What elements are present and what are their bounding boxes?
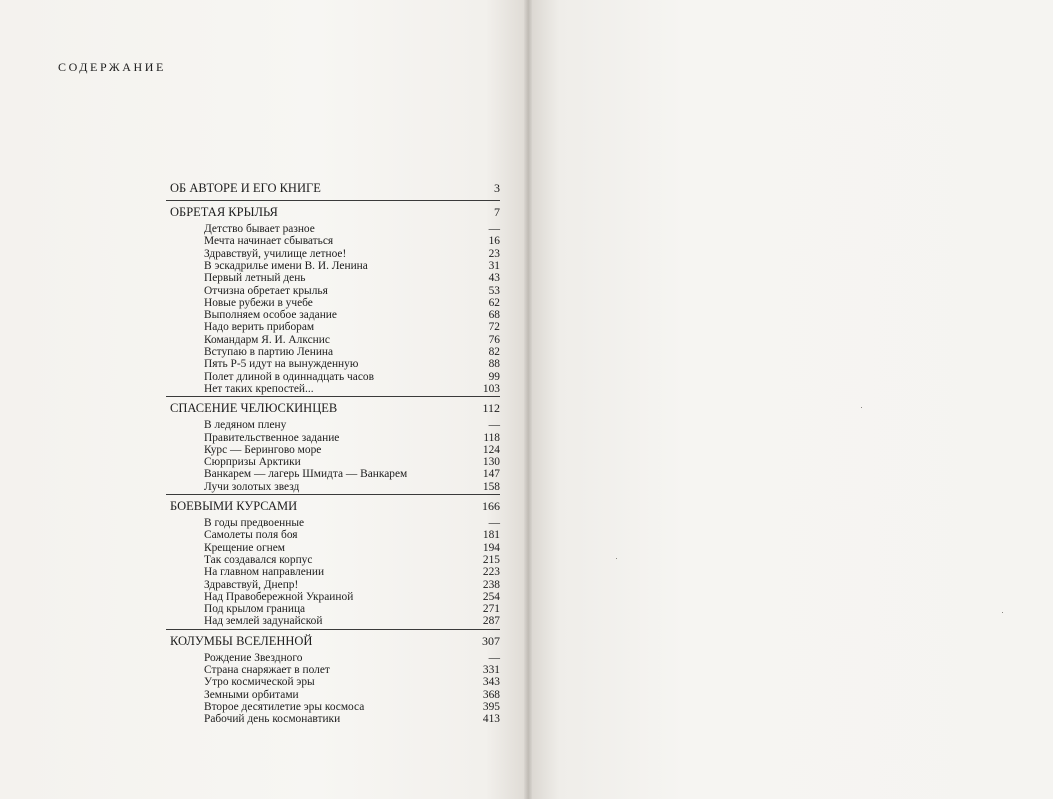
- toc-section-title: ОБ АВТОРЕ И ЕГО КНИГЕ: [170, 181, 321, 195]
- toc-page-number: 395: [482, 700, 500, 713]
- toc-entry-title: Утро космической эры: [204, 676, 315, 689]
- toc-entry-title: Земными орбитами: [204, 688, 299, 701]
- toc-entry-title: Надо верить приборам: [204, 321, 315, 334]
- toc-entry-title: Нет таких крепостей...: [204, 382, 314, 395]
- toc-page-number: —: [488, 419, 500, 432]
- toc-entry-title: Новые рубежи в учебе: [204, 296, 313, 309]
- toc-page-number: —: [488, 223, 500, 235]
- toc-page-number: 223: [482, 566, 500, 579]
- toc-page-number: —: [488, 651, 500, 664]
- toc-entry-title: Крещение огнем: [204, 541, 285, 554]
- toc-entry-title: Под крылом граница: [204, 603, 306, 616]
- toc-entry-title: Второе десятилетие эры космоса: [204, 700, 365, 713]
- toc-entry-title: Правительственное задание: [204, 431, 340, 444]
- right-page: [528, 0, 1053, 799]
- toc-page-number: —: [488, 517, 500, 529]
- toc-page-number: 103: [482, 382, 500, 395]
- toc-page-number: 307: [482, 633, 500, 648]
- book-gutter: [524, 0, 532, 799]
- toc-page-number: 53: [488, 284, 500, 297]
- toc-page-number: 368: [482, 688, 500, 701]
- toc-section-title: ОБРЕТАЯ КРЫЛЬЯ: [170, 205, 278, 219]
- toc-page-number: 271: [482, 603, 500, 616]
- toc-entry-title: В эскадрилье имени В. И. Ленина: [204, 259, 368, 272]
- toc-entry-title: Здравствуй, училище летное!: [204, 247, 347, 260]
- paper-speck: [616, 558, 617, 559]
- section-divider: [166, 629, 500, 630]
- toc-page-number: 130: [482, 456, 500, 469]
- toc-page-number: 124: [482, 443, 500, 456]
- toc-entry-title: В годы предвоенные: [204, 517, 305, 529]
- toc-entry-title: В ледяном плену: [204, 419, 287, 432]
- toc-entry-title: Рабочий день космонавтики: [204, 713, 341, 726]
- toc-entry-title: Полет длиной в одиннадцать часов: [204, 370, 374, 383]
- toc-page-number: 99: [488, 370, 500, 383]
- toc-entry-title: Рождение Звездного: [204, 651, 303, 664]
- toc-page-number: 16: [488, 235, 500, 248]
- toc-page-number: 158: [482, 480, 500, 493]
- toc-section-title: СПАСЕНИЕ ЧЕЛЮСКИНЦЕВ: [170, 401, 338, 416]
- toc-entry-title: На главном направлении: [204, 566, 325, 579]
- toc-entry-title: Детство бывает разное: [204, 223, 315, 235]
- section-divider: [166, 396, 500, 397]
- toc-page-number: 343: [482, 676, 500, 689]
- toc-entry-title: Страна снаряжает в полет: [204, 664, 330, 676]
- toc-entry-title: Мечта начинает сбываться: [204, 235, 334, 248]
- toc-page-number: 118: [483, 431, 500, 444]
- toc-page-number: 181: [482, 529, 500, 542]
- toc-page-number: 194: [482, 541, 500, 554]
- toc-page-number: 147: [482, 468, 500, 481]
- toc-entry-title: Над землей задунайской: [204, 615, 323, 628]
- page-heading: СОДЕРЖАНИЕ: [58, 60, 166, 74]
- toc-page-number: 43: [488, 272, 500, 285]
- toc-section-title: КОЛУМБЫ ВСЕЛЕННОЙ: [170, 633, 313, 648]
- toc-page-number: 82: [488, 346, 500, 358]
- toc-section-title: БОЕВЫМИ КУРСАМИ: [170, 499, 298, 513]
- toc-page-number: 72: [488, 321, 500, 334]
- toc-page-number: 62: [488, 296, 500, 309]
- toc-page-number: 3: [494, 181, 500, 195]
- section-divider: [166, 200, 500, 201]
- toc-page-number: 76: [488, 333, 500, 346]
- toc-entry-title: Здравствуй, Днепр!: [204, 578, 299, 591]
- toc-page-number: 238: [482, 578, 500, 591]
- toc-page-number: 287: [482, 615, 500, 628]
- toc-entry-title: Вступаю в партию Ленина: [204, 346, 334, 358]
- toc-entry-title: Курс — Берингово море: [204, 443, 322, 456]
- toc-page-number: 112: [482, 401, 500, 416]
- paper-speck: [861, 407, 862, 408]
- toc-entry-title: Ванкарем — лагерь Шмидта — Ванкарем: [204, 468, 408, 481]
- toc-entry-title: Лучи золотых звезд: [204, 480, 300, 493]
- toc-page-number: 31: [488, 259, 500, 272]
- toc-page-number: 331: [482, 664, 500, 676]
- toc-entry-title: Командарм Я. И. Алкснис: [204, 333, 330, 346]
- toc-page-number: 7: [494, 205, 500, 219]
- toc-entry-title: Первый летный день: [204, 272, 306, 285]
- toc-page-number: 413: [482, 713, 500, 726]
- toc-entry-title: Пять Р-5 идут на вынужденную: [204, 358, 359, 371]
- toc-page-number: 166: [482, 499, 500, 513]
- section-divider: [166, 494, 500, 495]
- toc-page-number: 215: [482, 553, 500, 566]
- paper-speck: [1002, 612, 1003, 613]
- toc-page-number: 23: [488, 247, 500, 260]
- toc-entry-title: Отчизна обретает крылья: [204, 284, 328, 297]
- toc-entry-title: Выполняем особое задание: [204, 309, 337, 322]
- toc-entry-title: Самолеты поля боя: [204, 529, 298, 542]
- toc-entry-title: Сюрпризы Арктики: [204, 456, 301, 469]
- toc-entry-title: Над Правобережной Украиной: [204, 590, 354, 603]
- toc-page-number: 88: [488, 358, 500, 371]
- toc-entry-title: Так создавался корпус: [204, 553, 313, 566]
- toc-page-number: 254: [482, 590, 500, 603]
- toc-page-number: 68: [488, 309, 500, 322]
